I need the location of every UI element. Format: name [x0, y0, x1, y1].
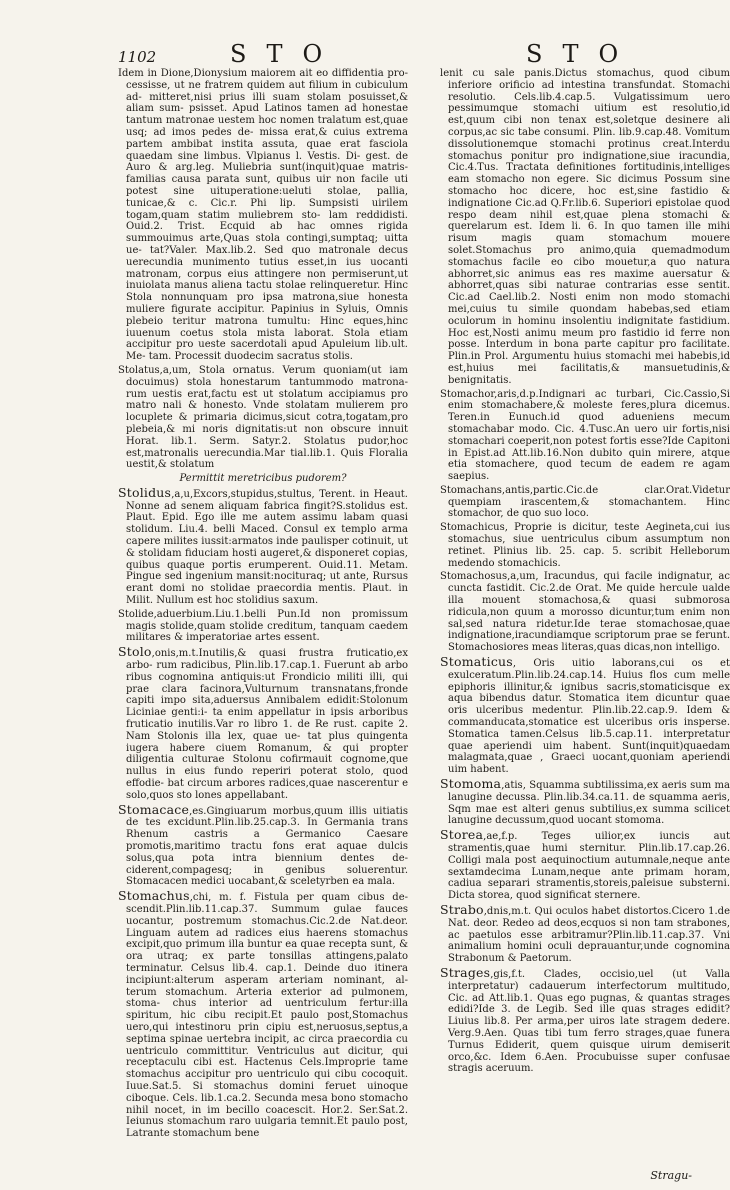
right-column [440, 68, 730, 1077]
right-entry-text: Stomachicus, Proprie is dicitur, teste Aegineta,cui ius stomachus, siue uentriculus cibum assumptum non retinet. Plinius lib. 25. cap. 5. scribit Helleborum medendo stomachicis. [440, 522, 730, 569]
left-entry-text: ,onis,m.t.Inutilis,& quasi frustra fruticatio,ex arbo- rum radicibus, Plin.lib.17.cap.1. Fuerunt ab arbo ribus cognomina antiquis:ut Frondicio militi illi, qui prae clara facinora,Vulturnum transnatans,fronde capiti impo sita,aduersus Annibalem edidit:Stolonum Liciniae genti:i- ta enim appellatur in ipsis arboribus fruticatio inutilis.Var ro libro 1. de Re rust. capite 2. Nam Stolonis illa lex, quae ue- tat plus quingenta iugera habere ciuem Romanum, & qui propter diligentia culturae Stolonu cofirmauit cognome,que nullus in eius fundo reperiri poterat stolo, quod effodie- bat circum arbores radices,quae nascerentur e solo,quos sto lones appellabant. [126, 648, 408, 801]
right-entry-9 [440, 901, 730, 965]
right-entry-text: Stomachor,aris,d.p.Indignari ac turbari, Cic.Cassio,Si enim stomachabere,& moleste feres,plura dicemus. Teren.in Eunuch.id quod adueniens mecum stomachabar modo. Cic. 4.Tusc.An uero uir fortis,nisi stomachari coeperit,non potest fortis esse?Ide Capitoni in Epist.ad Att.lib.16.Non dubito quin mirere, atque etia stomachere, quod tecum de eadem re agam saepius. [440, 388, 730, 483]
left-entry-text: ,a,u,Excors,stupidus,stultus, Terent. in Heaut. Nonne ad senem aliquam fabrica fingit?S.stolidus est. Plaut. Epid. Ego ille me autem assimu labam quasi stolidum. Liu.4. belli Maced. Consul ex templo arma capere milites iussit:armatos inde paulisper cotinuit, ut & stolidam fiduciam hosti augeret,& disponeret copias, quibus quaque portis erumperent. Ouid.11. Metam. Pingue sed ingenium mansit:nocituraq; ut ante, Rursus erant domi no stolidae praecordia mentis. Plaut. in Milit. Nullum est hoc stolidius saxum. [126, 488, 408, 607]
left-entry-text: Stolatus,a,um, Stola ornatus. Verum quoniam(ut iam docuimus) stola honestarum tantummodo matrona- rum uestis erat,factu est ut stolatum accipiamus pro matro nali & honesto. Vnde stolatam mulierem pro locuplete & primaria dicimus,sicut cotra,togatam,pro plebeia,& mi noris dignitatis:ut non obscure innuit Horat. lib.1. Serm. Satyr.2. Stolatus pudor,hoc est,matronalis uerecundia.Mar tial.lib.1. Quis Floralia uestit,& stolatum [118, 364, 408, 471]
right-entry-text: ,ae,f.p. Teges uilior,ex iuncis aut stramentis,quae humi sternitur. Plin.lib.17.cap.26. Colligi mala post aequinoctium autumnale,neque ante sextamdecima Lunam,neque ante primam horam, cadiua separari stramentis,storeis,paleisue substerni. Dicta storea, quod significat sternere. [448, 831, 730, 902]
left-entry-headword: Stolidus [118, 484, 172, 500]
right-entry-text: ,dnis,m.t. Qui oculos habet distortos.Cicero 1.de Nat. deor. Redeo ad deos,ecquos si non tam strabones, ac paetulos esse arbitramur?Plin.lib.11.cap.37. Vni animalium homini oculi deprauantur,unde cognomina Strabonum & Paetorum. [448, 905, 730, 965]
page-number: 1102 [118, 48, 157, 66]
left-entry-headword: Stomacace [118, 801, 190, 817]
right-entry-headword: Stomoma [440, 776, 502, 792]
right-entry-8 [440, 829, 730, 902]
left-entry-text: ,chi, m. f. Fistula per quam cibus de- scendit.Plin.lib.11.cap.37. Summum gulae fauces uocantur, postremum stomachus.Cic.2.de Nat.deor. Linguam autem ad radices eius haerens stomachus excipit,quo primum illa buntur ea quae recepta sunt, & ora utraq; ex parte tonsillas attingens,palato terminatur. Celsus lib.4. cap.1. Deinde duo itinera incipiunt:alterum asperam arteriam nominant, al- terum stomachum. Arteria exterior ad pulmonem, stoma- chus interior ad uentriculum fertur:illa spiritum, hic cibu recipit.Et paulo post,Stomachus uero,qui intestinoru prin cipiu est,neruosus,septus,a septima spinae uertebra incipit, ac circa praecordia cu uentriculo committitur. Ventriculus aut dicitur, qui receptaculu cibi est. Hactenus Cels.Improprie tame stomachus accipitur pro uentriculo qui cibu cocoquit. Iuue.Sat.5. Si stomachus domini feruet uinoque ciboque. Cels. lib.1.ca.2. Secunda mesa bono stomacho nihil nocet, in im becillo coacescit. Hor.2. Ser.Sat.2. Ieiunus stomachum raro uulgaria temnit.Et paulo post, Latrante stomachum bene [126, 892, 408, 1140]
catchword: Stragu- [650, 1169, 692, 1182]
dictionary-columns [118, 68, 730, 1178]
left-entry-6 [118, 646, 408, 801]
right-entry-text: Stomachosus,a,um, Iracundus, qui facile indignatur, ac cuncta fastidit. Cic.2.de Orat. Me quide hercule ualde illa mouent stomachosa,& quasi submorosa ridicula,non quum a morosso dicuntur,tum enim non sal,sed natura ridetur.Ide terae stomachosae,quae indignatione,iracundiamque scriptorum prae se ferunt. Stomachosiores meas literas,quas dicas,non intelligo. [440, 571, 730, 654]
right-entry-1 [440, 68, 730, 387]
right-entry-text: ,atis, Squamma subtilissima,ex aeris sum ma lanugine decussa. Plin.lib.34.ca.11. de squamma aeris, Sqm mae est alteri genus subtilius,ex summa scilicet lanugine decussum,quod uocant stomoma. [448, 780, 730, 827]
left-entry-text: ,es.Gingiuarum morbus,quum illis uitiatis de tes excidunt.Plin.lib.25.cap.3. In Germania trans Rhenum castris a Germanico Caesare promotis,maritimo tractu fons erat aquae dulcis solus,qua pota intra biennium dentes de- ciderent,compagesq; in genibus soluerentur. Stomacacen medici uocabant,& sceletyrben ea mala. [126, 805, 408, 888]
right-entry-4 [440, 522, 730, 569]
right-entry-text: lenit cu sale panis.Dictus stomachus, quod cibum inferiore orificio ad intestina transfundat. Stomachi resolutio. Cels.lib.4.cap.5. Vulgatissimum uero pessimumque stomachi uitium est resolutio,id est,quum cibi non tenax est,soletque desinere ali corpus,ac sic tabe consumi. Plin. lib.9.cap.48. Vomitum dissolutionemque stomachi protinus creat.Interdu stomachus ponitur pro indignatione,siue iracundia, Cic.4.Tus. Tractata definitiones fortitudinis,intelliges eam stomacho non egere. Sic dicimus Possum sine stomacho hoc dicere, hoc est,sine fastidio & indignatione Cic.ad Q.Fr.lib.6. Superiori epistolae quod respo deam nihil est,quae plena stomachi & querelarum est. Idem li. 6. In quo tamen ille mihi risum magis quam stomachum mouere solet.Stomachus pro animo,quia quemadmodum stomachus facile eo cibo mouetur,a quo natura abhorret,sic animus eas res maxime auersatur & abhorret,quas sibi naturae contrarias esse sentit. Cic.ad Cael.lib.2. Nosti enim non modo stomachi mei,cuius tu simile quondam habebas,sed etiam oculorum in hominu insolentiu indignitate fastidium. Hoc est,Nosti animu meum pro fastidio id ferre non posse. Interdum in bona parte capitur pro facilitate. Plin.in Prol. Argumentu huius stomachi mei habebis,id est,huius mei facilitatis,& mansuetudinis,& benignitatis. [440, 68, 730, 386]
right-entry-10 [440, 964, 730, 1075]
left-entry-7 [118, 801, 408, 889]
left-entry-3 [118, 473, 408, 485]
right-entry-7 [440, 778, 730, 827]
left-entry-1 [118, 68, 408, 363]
left-entry-2 [118, 365, 408, 471]
left-column [118, 68, 408, 1142]
right-entry-2 [440, 389, 730, 483]
right-entry-3 [440, 485, 730, 520]
left-entry-text: Stolide,aduerbium.Liu.1.belli Pun.Id non promissum magis stolide,quam stolide creditum, tanquam caedem militares & imperatoriae artes essent. [118, 608, 408, 644]
left-entry-text: Permittit meretricibus pudorem? [179, 473, 347, 485]
right-entry-headword: Storea [440, 827, 484, 843]
left-entry-headword: Stolo [118, 644, 152, 660]
running-head-right: STO [526, 40, 639, 68]
left-entry-text: Idem in Dione,Dionysium maiorem ait eo diffidentia pro- cessisse, ut ne fratrem quidem aut filium in cubiculum ad- mitteret,nisi prius illi suam stolam posuisset,& aliam sum- psisset. Apud Latinos tamen ad honestae tantum matronae uestem hoc nomen tralatum est,quae usq; ad imos pedes de- missa erat,& cuius extrema partem ambibat instita assuta, quae erat fasciola quaedam sine limbus. Vlpianus l. Vestis. Di- gest. de Auro & arg.leg. Muliebria sunt(inquit)quae matris- familias causa parata sunt, quibus uir non facile uti potest sine uituperatione:ueluti stolae, pallia, tunicae,& c. Cic.r. Phi lip. Sumpsisti uirilem togam,quam statim muliebrem sto- lam reddidisti. Ouid.2. Trist. Ecquid ab hac omnes rigida summouimus arte,Quas stola contingi,sumptaq; uitta ue- tat?Valer. Max.lib.2. Sed quo matronale decus uerecundia munimento tutius esset,in ius uocanti matronam, corpus eius attingere non permiserunt,ut inuiolata manus aliena tactu stolae relinqueretur. Hinc Stola nonnunquam pro ipsa matrona,siue honesta muliere figurate accipitur. Papinius in Syluis, Omnis plebeio teritur matrona tumultu: Hinc eques,hinc iuuenum coetus stola mista laborat. Stola etiam accipitur pro ueste sacerdotali apud Apuleium lib.ult. Me- tam. Processit duodecim sacratus stolis. [118, 68, 408, 363]
running-head-left: STO [230, 40, 343, 68]
right-entry-6 [440, 656, 730, 776]
right-entry-text: , Oris uitio laborans,cui os et exulceratum.Plin.lib.24.cap.14. Huius flos cum melle epiphoris illinitur,& ignibus sacris,stomaticisque ex aqua bibendus datur. Stomatica item dicuntur quae oris ulceribus medentur. Plin.lib.22.cap.9. Idem & commanducata,stomatice est ulceribus oris insperse. Stomatica tamen.Celsus lib.5.cap.11. interpretatur quae aperiendi uim habent. Sunt(inquit)quaedam malagmata,quae , Graeci uocant,quoniam aperiendi uim habent. [448, 658, 730, 776]
left-entry-headword: Stomachus [118, 888, 190, 904]
right-entry-5 [440, 571, 730, 654]
right-entry-headword: Strages [440, 964, 491, 980]
right-entry-headword: Stomaticus [440, 654, 513, 670]
left-entry-8 [118, 890, 408, 1140]
left-entry-5 [118, 609, 408, 644]
left-entry-4 [118, 484, 408, 607]
right-entry-text: ,gis,f.t. Clades, occisio,uel (ut Valla interpretatur) cadauerum interfectorum multitudo, Cic. ad Att.lib.1. Quas ego pugnas, & quantas strages edidi?Ide 3. de Legib. Sed ille quas strages edidit?Liuius lib.8. Per arma,per uiros late stragem dedere. Verg.9.Aen. Quas tibi tum ferro strages,quae funera Turnus Ediderit, quem quisque uirum demiserit orco,&c. Idem 6.Aen. Procubuisse super confusae stragis aceruum. [448, 968, 730, 1075]
right-entry-text: Stomachans,antis,partic.Cic.de clar.Orat.Videtur quempiam irascentem,& stomachantem. Hinc stomachor, de quo suo loco. [440, 484, 730, 520]
right-entry-headword: Strabo [440, 901, 484, 917]
